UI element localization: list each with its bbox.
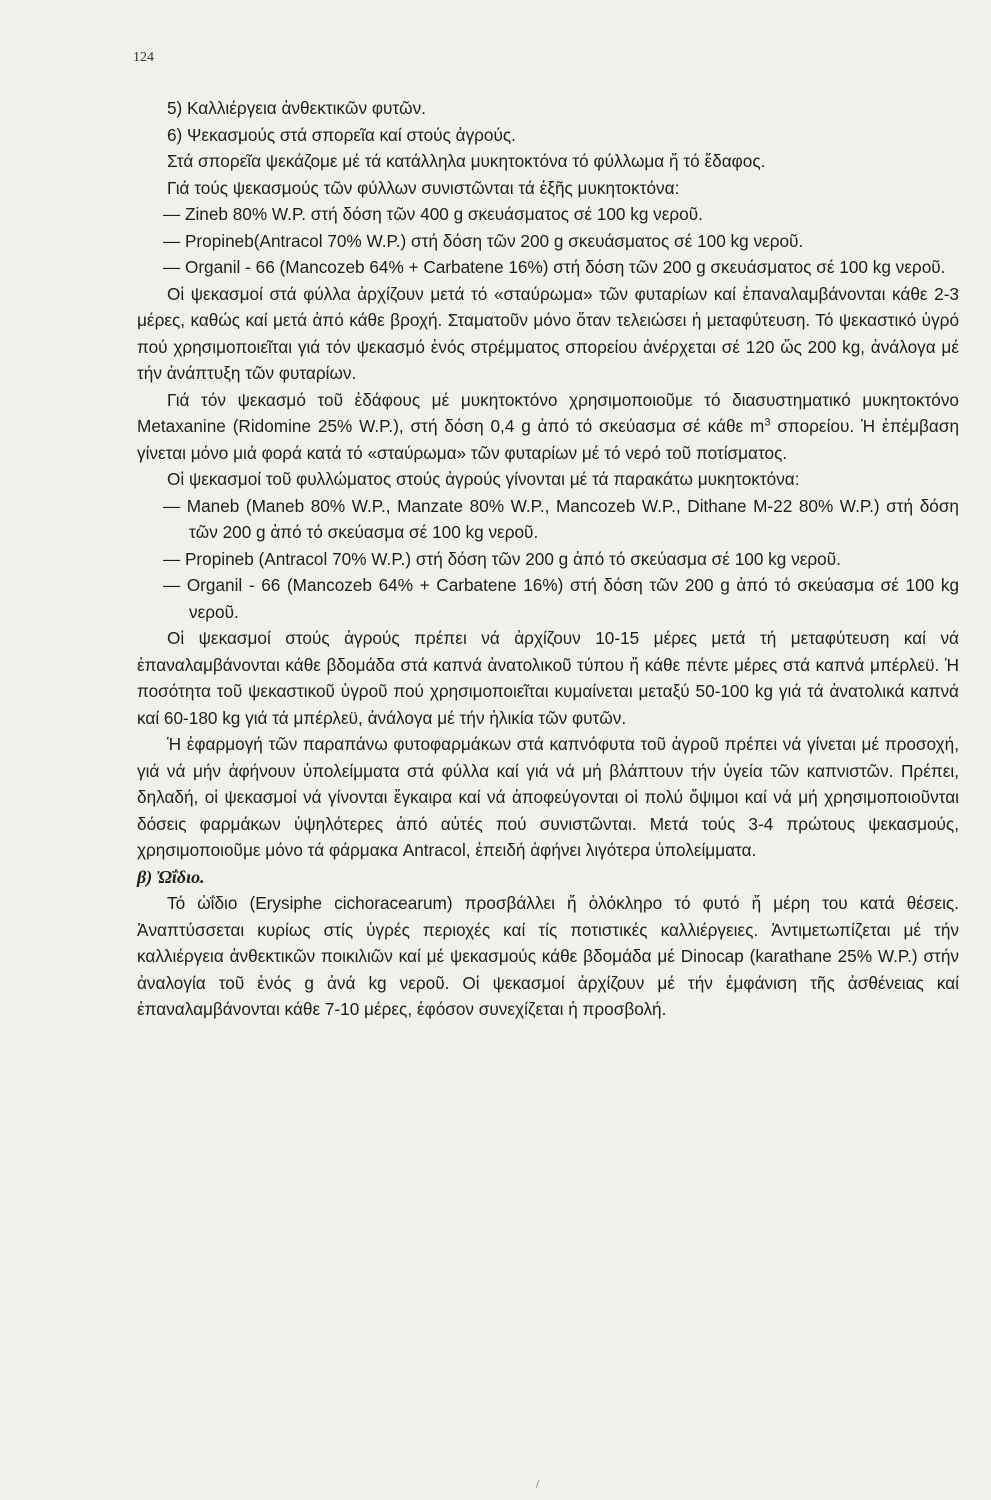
paragraph-field-intro: Οἱ ψεκασμοί τοῦ φυλλώματος στούς ἀγρούς γίνονται μέ τά παρακάτω μυκητοκτόνα: (167, 469, 800, 489)
field-fungicide-item: — Organil - 66 (Mancozeb 64% + Carbatene 16%) στή δόση τῶν 200 g ἀπό τό σκεύασμα σέ 100 kg νεροῦ. (163, 575, 959, 622)
page-number: 124 (133, 50, 154, 65)
list-item: 5) Καλλιέργεια ἀνθεκτικῶν φυτῶν. (167, 98, 426, 118)
soil-text-b: σπορείου. Ἡ ἐπέμβαση γίνεται μόνο μιά φορά κατά τό «σταύρωμα» τῶν φυταρίων μέ τό νερό τοῦ ποτίσματος. (137, 416, 960, 463)
paragraph-powdery-mildew: Τό ὠΐδιο (Erysiphe cichoracearum) προσβάλλει ἤ ὁλόκληρο τό φυτό ἤ μέρη του κατά θέσεις. Ἀναπτύσσεται κυρίως στίς ὑγρές περιοχές καί τίς ποτιστικές καλλιέργειες. Ἀντιμετωπίζεται μέ τήν καλλιέργεια ἀνθεκτικῶν ποικιλιῶν καί μέ ψεκασμούς κάθε βδομάδα μέ Dinocap (karathane 25% W.P.) στήν ἀναλογία τοῦ ἑνός g ἀνά kg νεροῦ. Οἱ ψεκασμοί ἀρχίζουν μέ τήν ἐμφάνιση τῆς ἀσθένειας καί ἐπαναλαμβάνονται κάθε 7-10 μέρες, ἐφόσον συνεχίζεται ἡ προσβολή. (137, 893, 959, 1019)
field-fungicide-item: — Propineb (Antracol 70% W.P.) στή δόση τῶν 200 g ἀπό τό σκεύασμα σέ 100 kg νεροῦ. (163, 548, 841, 569)
fungicide-item: — Organil - 66 (Mancozeb 64% + Carbatene 16%) στή δόση τῶν 200 g σκευάσματος σέ 100 kg νεροῦ. (163, 257, 946, 277)
scan-mark (536, 1480, 545, 1488)
field-fungicide-item: — Maneb (Maneb 80% W.P., Manzate 80% W.P., Mancozeb W.P., Dithane M-22 80% W.P.) στή δόση τῶν 200 g ἀπό τό σκεύασμα σέ 100 kg νεροῦ. (163, 495, 959, 542)
paragraph-field-timing: Οἱ ψεκασμοί στούς ἀγρούς πρέπει νά ἀρχίζουν 10-15 μέρες μετά τή μεταφύτευση καί νά ἐπαναλαμβάνονται κάθε βδομάδα στά καπνά ἀνατολικοῦ τύπου ἤ κάθε πέντε μέρες στά καπνά μπέρλεϋ. Ἡ ποσότητα τοῦ ψεκαστικοῦ ὑγροῦ πού χρησιμοποιεῖται κυμαίνεται μεταξύ 50-100 kg γιά τά ἀνατολικά καπνά καί 60-180 kg γιά τά μπέρλεϋ, ἀνάλογα μέ τήν ἡλικία τῶν φυτῶν. (137, 628, 959, 728)
soil-text-a: Γιά τόν ψεκασμό τοῦ ἐδάφους μέ μυκητοκτόνο χρησιμοποιοῦμε τό διασυστηματικό μυκητοκτόνο Metaxanine (Ridomine 25% W.P.), στή δόση 0,4 g ἀπό τό σκεύασμα σέ κάθε m (137, 389, 959, 436)
paragraph-foliage-intro: Γιά τούς ψεκασμούς τῶν φύλλων συνιστῶνται τά ἑξῆς μυκητοκτόνα: (167, 177, 680, 198)
list-item: 6) Ψεκασμούς στά σπορεῖα καί στούς ἀγρούς. (167, 124, 516, 145)
fungicide-item: — Propineb(Antracol 70% W.P.) στή δόση τῶν 200 g σκευάσματος σέ 100 kg νεροῦ. (163, 230, 804, 251)
paragraph-spraying-start: Οἱ ψεκασμοί στά φύλλα ἀρχίζουν μετά τό «σταύρωμα» τῶν φυταρίων καί ἐπαναλαμβάνονται κάθε 2-3 μέρες, καθώς καί μετά ἀπό κάθε βροχή. Σταματοῦν μόνο ὅταν τελειώσει ἡ μεταφύτευση. Τό ψεκαστικό ὑγρό πού χρησιμοποιεῖται γιά τόν ψεκασμό ἑνός στρέμματος σπορείου ἀνέρχεται σέ 120 ὥς 200 kg, ἀνάλογα μέ τήν ἀνάπτυξη τῶν φυταρίων. (137, 283, 959, 383)
paragraph-soil-spraying (137, 387, 959, 467)
paragraph-caution: Ἡ ἐφαρμογή τῶν παραπάνω φυτοφαρμάκων στά καπνόφυτα τοῦ ἀγροῦ πρέπει νά γίνεται μέ προσοχή, γιά νά μήν ἀφήνουν ὑπολείμματα στά φύλλα καί γιά νά μή βλάπτουν τήν ὑγεία τῶν καπνιστῶν. Πρέπει, δηλαδή, οἱ ψεκασμοί νά γίνονται ἔγκαιρα καί νά ἀποφεύγονται οἱ πολύ ὄψιμοι καί νά μή χρησιμοποιοῦνται δόσεις φαρμάκων ὑψηλότερες ἀπό αὐτές πού συνιστῶνται. Μετά τούς 3-4 πρώτους ψεκασμούς, χρησιμοποιοῦμε μόνο τά φάρμακα Antracol, ἐπειδή ἀφήνει λιγότερα ὑπολείμματα. (137, 734, 959, 860)
paragraph-seedbed: Στά σπορεῖα ψεκάζομε μέ τά κατάλληλα μυκητοκτόνα τό φύλλωμα ἤ τό ἔδαφος. (167, 151, 766, 171)
section-heading-powdery-mildew: β) Ὠΐδιο. (137, 866, 205, 887)
cubic-superscript: 3 (764, 416, 771, 429)
fungicide-item: — Zineb 80% W.P. στή δόση τῶν 400 g σκευάσματος σέ 100 kg νεροῦ. (163, 204, 703, 224)
page-body (137, 95, 959, 1023)
